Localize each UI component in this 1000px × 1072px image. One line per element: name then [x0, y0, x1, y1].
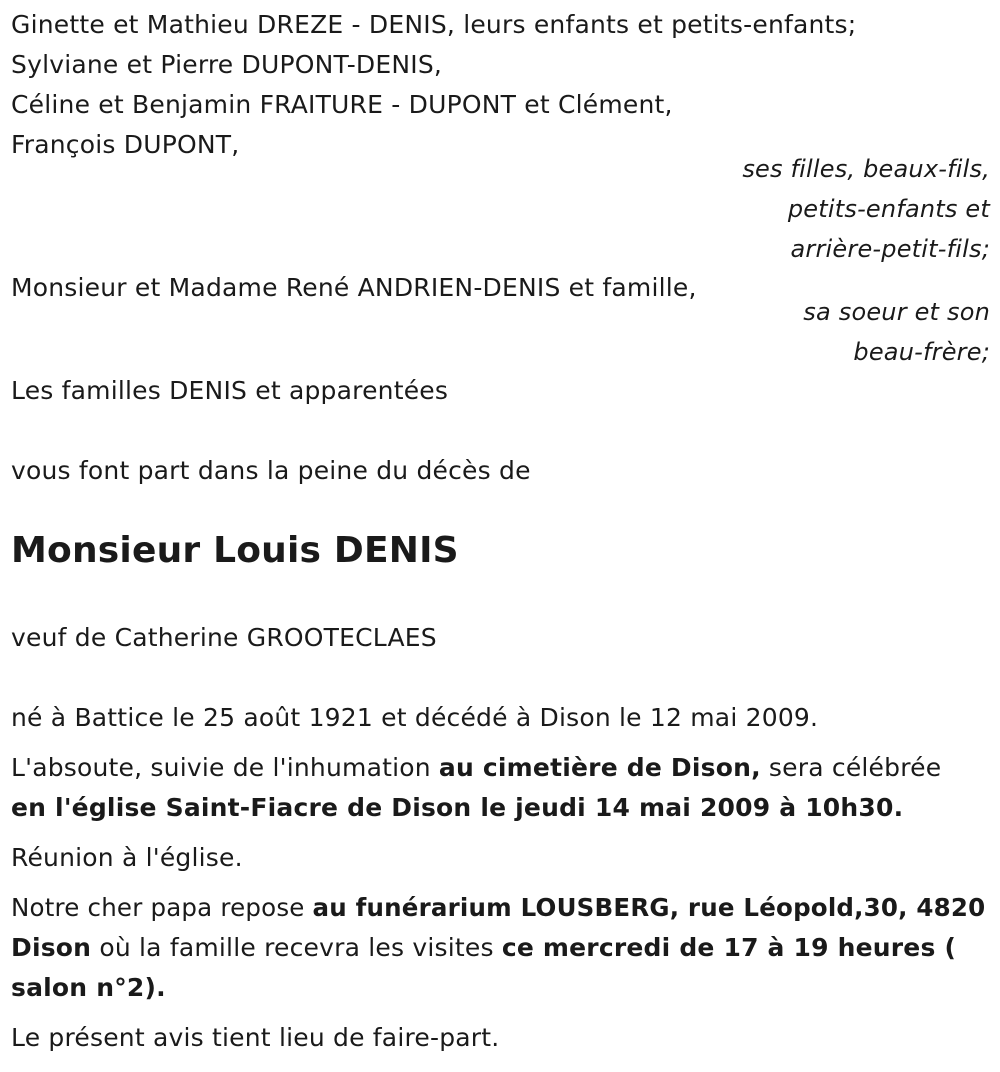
funeral-home-city: Dison — [11, 933, 92, 962]
family-line-1: Ginette et Mathieu DREZE - DENIS, leurs enfants et petits-enfants; — [11, 10, 857, 39]
deceased-name: Monsieur Louis DENIS — [11, 530, 459, 571]
family-line-4: François DUPONT, — [11, 130, 240, 159]
ceremony-church-date: en l'église Saint-Fiacre de Dison le jeudi 14 mai 2009 à 10h30. — [11, 793, 904, 822]
family-line-6: Les familles DENIS et apparentées — [11, 376, 449, 405]
visitation-text-2: où la famille recevra les visites — [91, 933, 502, 962]
visitation-line-2 — [11, 932, 956, 964]
ceremony-line-1 — [11, 752, 941, 784]
visitation-text-1: Notre cher papa repose — [11, 893, 313, 922]
announcement: vous font part dans la peine du décès de — [11, 456, 531, 485]
family-line-2: Sylviane et Pierre DUPONT-DENIS, — [11, 50, 443, 79]
ceremony-text-1: L'absoute, suivie de l'inhumation — [11, 753, 439, 782]
relation-2-line-2: beau-frère; — [853, 338, 990, 366]
relation-1-line-2: petits-enfants et — [787, 195, 990, 223]
birth-death-line: né à Battice le 25 août 1921 et décédé à Dison le 12 mai 2009. — [11, 703, 819, 732]
widower-line: veuf de Catherine GROOTECLAES — [11, 623, 437, 652]
closing-line: Le présent avis tient lieu de faire-part. — [11, 1023, 500, 1052]
visitation-line-3 — [11, 972, 166, 1004]
meeting-line: Réunion à l'église. — [11, 843, 243, 872]
relation-1-line-3: arrière-petit-fils; — [790, 235, 990, 263]
ceremony-line-2 — [11, 792, 903, 824]
visitation-line-1 — [11, 892, 985, 924]
funeral-home-address: au funérarium LOUSBERG, rue Léopold,30, 4820 — [312, 893, 986, 922]
family-line-3: Céline et Benjamin FRAITURE - DUPONT et Clément, — [11, 90, 673, 119]
relation-2-line-1: sa soeur et son — [803, 298, 990, 326]
family-line-5: Monsieur et Madame René ANDRIEN-DENIS et famille, — [11, 273, 697, 302]
visitation-time: ce mercredi de 17 à 19 heures ( — [501, 933, 957, 962]
ceremony-place: au cimetière de Dison, — [438, 753, 761, 782]
ceremony-text-2: sera célébrée — [760, 753, 942, 782]
relation-1-line-1: ses filles, beaux-fils, — [742, 155, 990, 183]
visitation-room: salon n°2). — [11, 973, 166, 1002]
